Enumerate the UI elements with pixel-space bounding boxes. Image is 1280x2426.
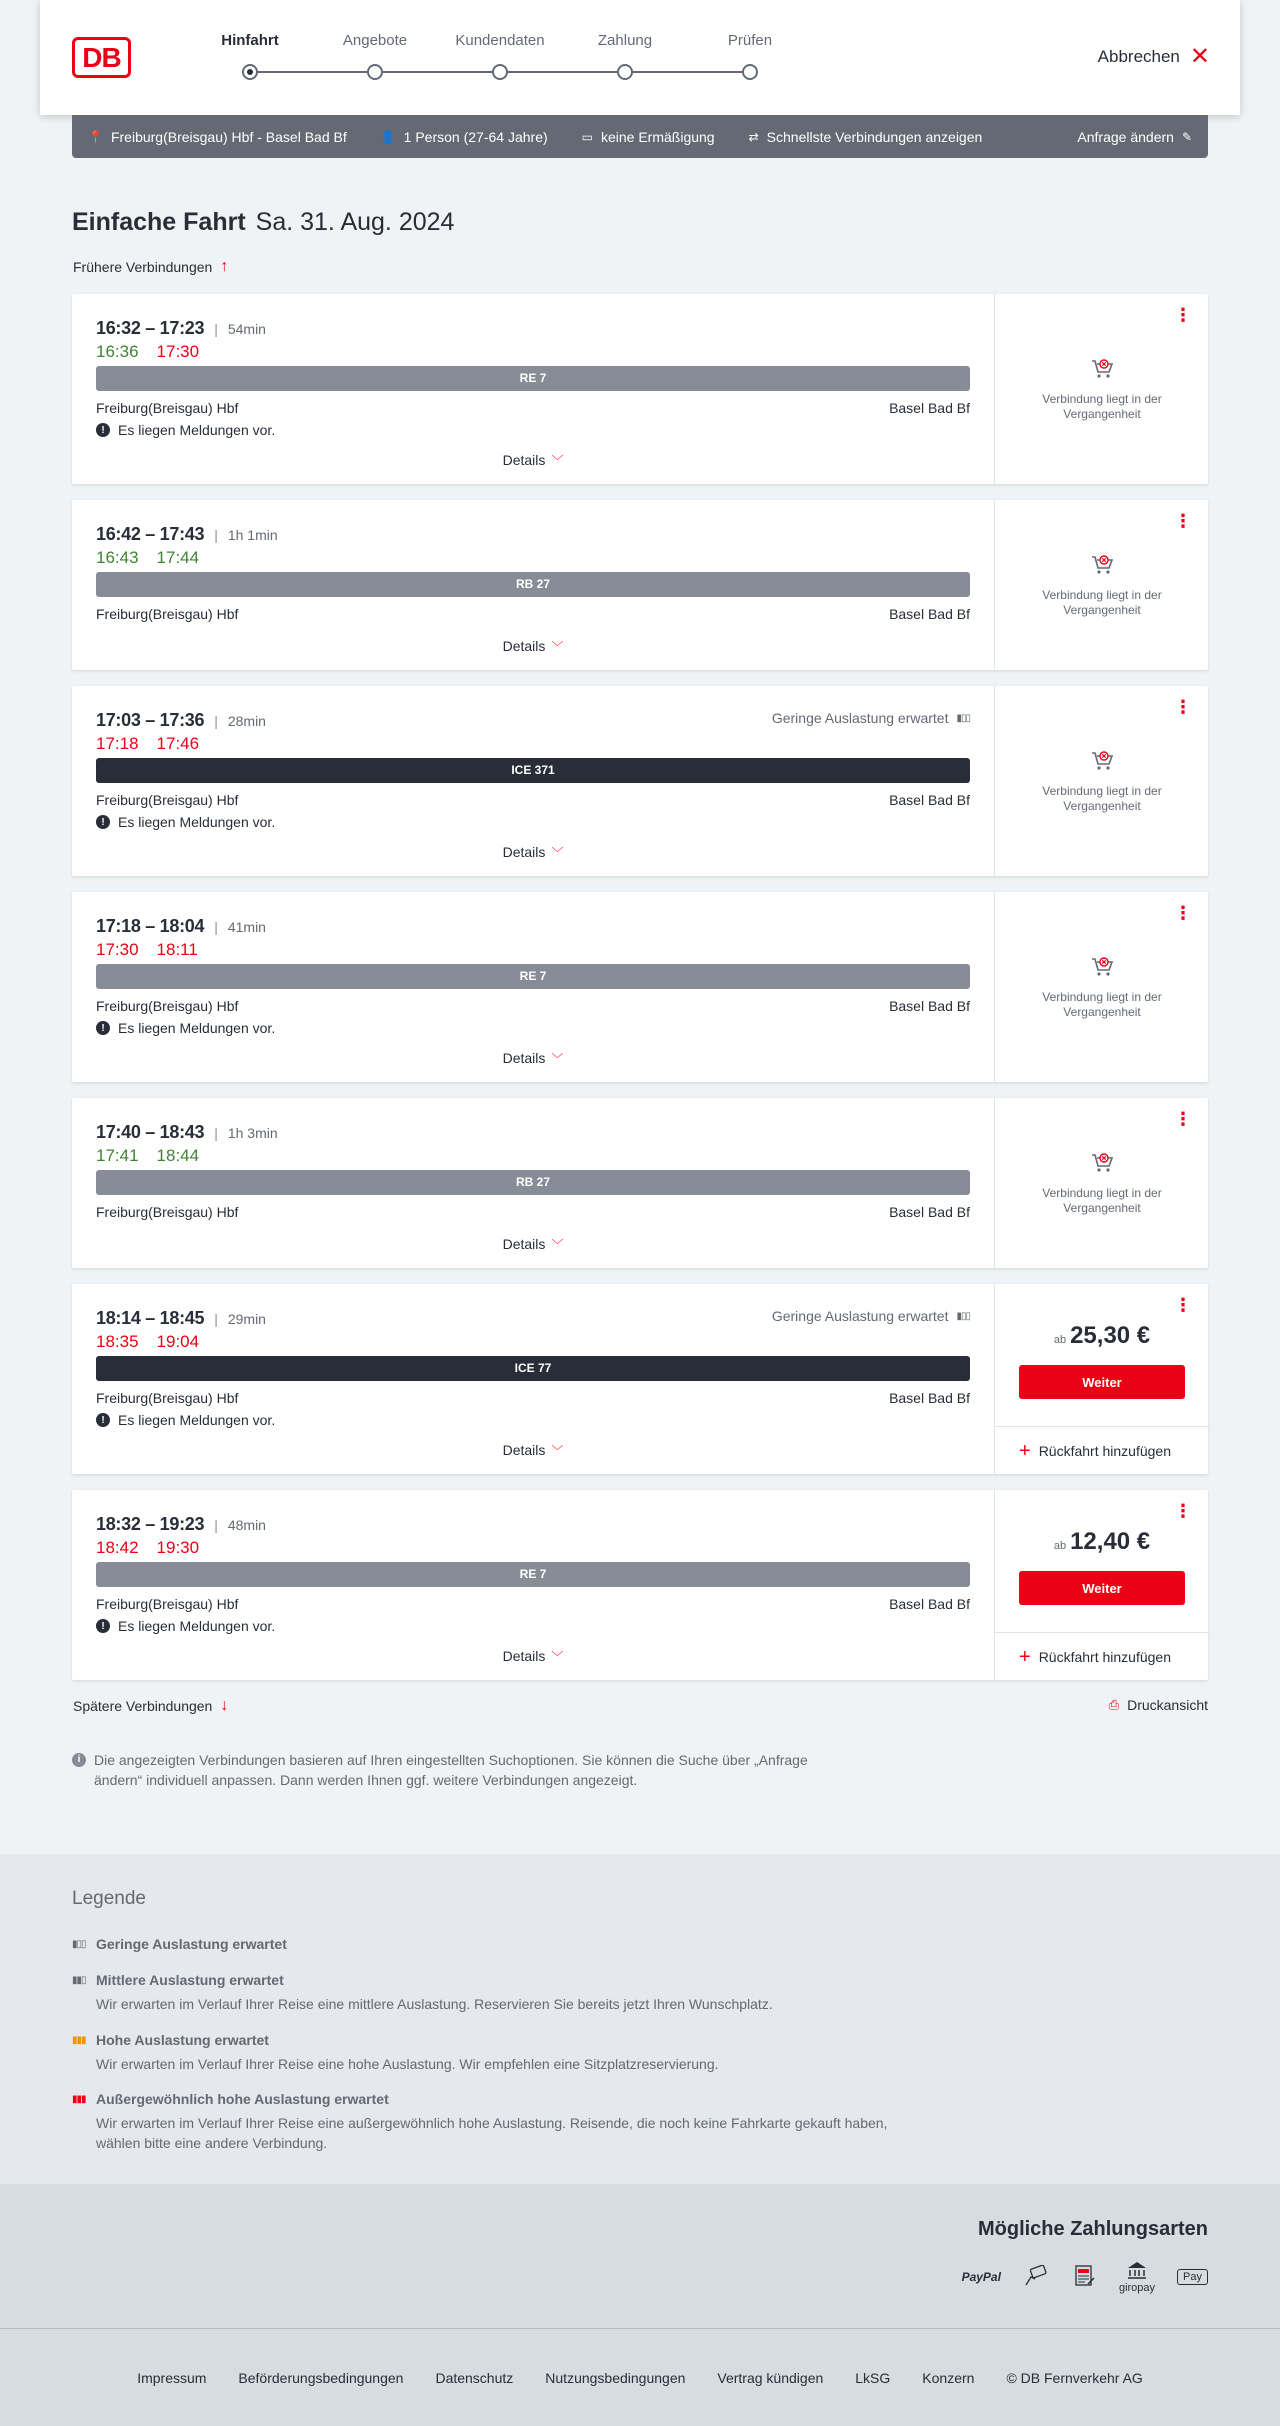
step-dot bbox=[242, 64, 258, 80]
cart-unavailable-icon bbox=[1089, 748, 1115, 774]
details-label: Details bbox=[502, 1442, 546, 1458]
footer-link-nutzungsbedingungen[interactable]: Nutzungsbedingungen bbox=[545, 2369, 686, 2386]
later-label: Spätere Verbindungen bbox=[73, 1698, 213, 1714]
train-bar: RE 7 bbox=[96, 964, 970, 989]
location-pin-icon: 📍 bbox=[88, 129, 103, 144]
more-options-icon[interactable]: ⋮ bbox=[1174, 903, 1192, 923]
connection-side bbox=[994, 892, 1208, 1082]
more-options-icon[interactable]: ⋮ bbox=[1174, 1109, 1192, 1129]
legend-item-title: Mittlere Auslastung erwartet bbox=[96, 1972, 284, 1988]
legend-item-title: Außergewöhnlich hohe Auslastung erwartet bbox=[96, 2091, 389, 2107]
credit-card-icon bbox=[1023, 2265, 1049, 2290]
connection-side bbox=[994, 500, 1208, 670]
step-dot bbox=[492, 64, 508, 80]
price bbox=[995, 1528, 1209, 1556]
earlier-connections-link[interactable] bbox=[73, 258, 228, 276]
step-dot bbox=[742, 64, 758, 80]
connection-side bbox=[994, 1284, 1208, 1474]
past-text: Verbindung liegt in der Vergangenheit bbox=[1042, 784, 1162, 813]
bank-icon bbox=[1124, 2260, 1150, 2280]
train-bar: ICE 77 bbox=[96, 1356, 970, 1381]
close-icon: ✕ bbox=[1189, 43, 1210, 70]
arrow-up-icon: ↑ bbox=[220, 258, 229, 275]
realtime-arrival: 17:30 bbox=[156, 342, 200, 361]
train-bar: RB 27 bbox=[96, 1170, 970, 1195]
details-label: Details bbox=[502, 1236, 546, 1252]
stations bbox=[96, 606, 970, 622]
departure-station: Freiburg(Breisgau) Hbf bbox=[96, 998, 239, 1014]
details-label: Details bbox=[502, 844, 546, 860]
summary-discount bbox=[582, 129, 715, 145]
separator: | bbox=[214, 919, 218, 935]
legend-item-medium bbox=[72, 1972, 892, 2014]
discount-text: keine Ermäßigung bbox=[600, 128, 715, 145]
realtime-departure: 17:30 bbox=[96, 940, 139, 959]
duration: 41min bbox=[227, 919, 266, 935]
page-title bbox=[72, 208, 454, 237]
person-icon: 👤 bbox=[380, 129, 396, 144]
payment-icons bbox=[962, 2260, 1208, 2294]
realtime-arrival: 17:44 bbox=[156, 548, 200, 567]
chevron-down-icon: ﹀ bbox=[551, 640, 564, 654]
footer-copyright[interactable]: © DB Fernverkehr AG bbox=[1006, 2369, 1143, 2386]
chevron-down-icon: ﹀ bbox=[551, 846, 564, 860]
past-text: Verbindung liegt in der Vergangenheit bbox=[1042, 588, 1162, 617]
details-label: Details bbox=[502, 638, 546, 654]
legend-item-desc: Wir erwarten im Verlauf Ihrer Reise eine außergewöhnlich hohe Auslastung. Reisende, die noch keine Fahrkarte gekauft haben, wählen bitte eine andere Verbindung. bbox=[96, 2115, 888, 2151]
step-zahlung bbox=[570, 32, 680, 80]
chevron-down-icon: ﹀ bbox=[551, 454, 564, 468]
departure-station: Freiburg(Breisgau) Hbf bbox=[96, 400, 239, 416]
exclamation-icon: ! bbox=[96, 815, 110, 829]
planned-times: 17:40 – 18:43 bbox=[96, 1122, 205, 1142]
details-toggle[interactable] bbox=[72, 452, 994, 469]
connection-main bbox=[72, 294, 994, 484]
duration: 28min bbox=[227, 713, 266, 729]
exclamation-icon: ! bbox=[96, 1021, 110, 1035]
change-request-button[interactable] bbox=[1077, 129, 1192, 145]
notice bbox=[96, 1020, 275, 1036]
past-connection bbox=[995, 954, 1209, 1020]
legend-item-desc: Wir erwarten im Verlauf Ihrer Reise eine hohe Auslastung. Wir empfehlen eine Sitzplatzreservierung. bbox=[96, 2056, 719, 2072]
info-hint bbox=[72, 1750, 852, 1790]
details-toggle[interactable] bbox=[72, 638, 994, 655]
cart-unavailable-icon bbox=[1089, 356, 1115, 382]
paypal-icon: PayPal bbox=[961, 2270, 1001, 2284]
realtime-arrival: 18:11 bbox=[156, 940, 198, 959]
legend bbox=[0, 1854, 1280, 2184]
plus-icon: + bbox=[1019, 1645, 1031, 1668]
train-bar: RB 27 bbox=[96, 572, 970, 597]
departure-station: Freiburg(Breisgau) Hbf bbox=[96, 1204, 239, 1220]
realtime bbox=[96, 734, 217, 754]
duration: 29min bbox=[227, 1311, 266, 1327]
past-connection bbox=[995, 552, 1209, 618]
travellers-text: 1 Person (27-64 Jahre) bbox=[403, 128, 548, 145]
summary-route bbox=[88, 129, 347, 145]
notice-text: Es liegen Meldungen vor. bbox=[118, 1020, 276, 1036]
separator: | bbox=[214, 321, 218, 337]
giropay-icon bbox=[1119, 2260, 1155, 2294]
price-prefix: ab bbox=[1053, 1334, 1067, 1346]
step-hinfahrt bbox=[195, 32, 305, 80]
price-amount: 12,40 € bbox=[1070, 1528, 1151, 1555]
notice-text: Es liegen Meldungen vor. bbox=[118, 1412, 276, 1428]
more-options-icon[interactable]: ⋮ bbox=[1174, 1501, 1192, 1521]
arrival-station: Basel Bad Bf bbox=[889, 1204, 970, 1220]
connection-side bbox=[994, 686, 1208, 876]
step-dot bbox=[617, 64, 633, 80]
realtime bbox=[96, 1538, 217, 1558]
details-toggle[interactable] bbox=[72, 1442, 994, 1459]
payment-methods bbox=[0, 2184, 1280, 2329]
route-text: Freiburg(Breisgau) Hbf - Basel Bad Bf bbox=[110, 128, 347, 145]
details-toggle[interactable] bbox=[72, 844, 994, 861]
past-text: Verbindung liegt in der Vergangenheit bbox=[1042, 392, 1162, 421]
connection-times bbox=[96, 524, 278, 545]
departure-station: Freiburg(Breisgau) Hbf bbox=[96, 1596, 239, 1612]
footer bbox=[0, 2329, 1280, 2426]
connection-card bbox=[72, 1490, 1208, 1680]
details-toggle[interactable] bbox=[72, 1050, 994, 1067]
connection-card bbox=[72, 1284, 1208, 1474]
train-bar: RE 7 bbox=[96, 366, 970, 391]
legend-item-high bbox=[72, 2032, 892, 2074]
low-load-icon: ▮▯▯ bbox=[956, 712, 970, 724]
chevron-down-icon: ﹀ bbox=[551, 1238, 564, 1252]
stations bbox=[96, 998, 970, 1014]
details-label: Details bbox=[502, 452, 546, 468]
price-prefix: ab bbox=[1053, 1540, 1067, 1552]
connection-main bbox=[72, 1284, 994, 1474]
legend-item-desc: Wir erwarten im Verlauf Ihrer Reise eine mittlere Auslastung. Reservieren Sie bereits jetzt Ihren Wunschplatz. bbox=[96, 1996, 773, 2012]
later-connections-link[interactable] bbox=[73, 1697, 228, 1715]
notice bbox=[96, 1618, 275, 1634]
footer-link-befoerderungsbedingungen[interactable]: Beförderungsbedingungen bbox=[238, 2369, 404, 2386]
search-summary bbox=[72, 115, 1208, 158]
realtime-arrival: 19:04 bbox=[156, 1332, 200, 1351]
step-label: Zahlung bbox=[597, 32, 653, 49]
load-text: Geringe Auslastung erwartet bbox=[771, 1308, 949, 1324]
info-icon: i bbox=[72, 1753, 86, 1767]
realtime-departure: 16:36 bbox=[96, 342, 139, 361]
more-options-icon[interactable]: ⋮ bbox=[1174, 697, 1192, 717]
load-indicator bbox=[772, 710, 970, 726]
duration: 54min bbox=[227, 321, 266, 337]
duration: 1h 3min bbox=[227, 1125, 278, 1141]
separator: | bbox=[214, 1517, 218, 1533]
connection-card bbox=[72, 500, 1208, 670]
low-load-icon: ▮▯▯ bbox=[956, 1310, 970, 1322]
summary-option bbox=[749, 129, 983, 145]
connection-card bbox=[72, 1098, 1208, 1268]
payment-title: Mögliche Zahlungsarten bbox=[977, 2218, 1208, 2240]
header bbox=[40, 0, 1240, 115]
connection-main bbox=[72, 1098, 994, 1268]
train-bar: RE 7 bbox=[96, 1562, 970, 1587]
notice bbox=[96, 422, 275, 438]
notice-text: Es liegen Meldungen vor. bbox=[118, 1618, 276, 1634]
arrival-station: Basel Bad Bf bbox=[889, 1596, 970, 1612]
step-pruefen bbox=[695, 32, 805, 80]
trip-type: Einfache Fahrt bbox=[72, 208, 246, 236]
price-amount: 25,30 € bbox=[1070, 1322, 1151, 1349]
planned-times: 17:03 – 17:36 bbox=[96, 710, 205, 730]
step-angebote bbox=[320, 32, 430, 80]
realtime-departure: 16:43 bbox=[96, 548, 139, 567]
step-label: Angebote bbox=[342, 32, 408, 49]
medium-load-icon: ▮▮▯ bbox=[72, 1974, 86, 1986]
separator: | bbox=[214, 1311, 218, 1327]
past-text: Verbindung liegt in der Vergangenheit bbox=[1042, 1186, 1162, 1215]
arrival-station: Basel Bad Bf bbox=[889, 792, 970, 808]
realtime bbox=[96, 1146, 217, 1166]
connection-card bbox=[72, 686, 1208, 876]
card-tap-icon bbox=[1023, 2265, 1049, 2287]
footer-link-impressum[interactable]: Impressum bbox=[137, 2369, 207, 2386]
sepa-invoice-icon bbox=[1071, 2264, 1097, 2291]
chevron-down-icon: ﹀ bbox=[551, 1650, 564, 1664]
option-text: Schnellste Verbindungen anzeigen bbox=[766, 128, 983, 145]
arrival-station: Basel Bad Bf bbox=[889, 998, 970, 1014]
planned-times: 18:14 – 18:45 bbox=[96, 1308, 205, 1328]
stations bbox=[96, 400, 970, 416]
print-label: Druckansicht bbox=[1127, 1697, 1208, 1713]
planned-times: 17:18 – 18:04 bbox=[96, 916, 205, 936]
pencil-icon: ✎ bbox=[1181, 129, 1192, 144]
connection-times bbox=[96, 1514, 266, 1535]
connection-card bbox=[72, 294, 1208, 484]
separator: | bbox=[214, 713, 218, 729]
realtime-arrival: 17:46 bbox=[156, 734, 200, 753]
notice-text: Es liegen Meldungen vor. bbox=[118, 422, 276, 438]
add-return-button[interactable] bbox=[995, 1632, 1209, 1680]
details-toggle[interactable] bbox=[72, 1236, 994, 1253]
exclamation-icon: ! bbox=[96, 423, 110, 437]
realtime-arrival: 19:30 bbox=[156, 1538, 200, 1557]
departure-station: Freiburg(Breisgau) Hbf bbox=[96, 1390, 239, 1406]
load-text: Geringe Auslastung erwartet bbox=[771, 710, 949, 726]
sepa-document-icon bbox=[1071, 2264, 1097, 2288]
details-toggle[interactable] bbox=[72, 1648, 994, 1665]
plus-icon: + bbox=[1019, 1439, 1031, 1462]
legend-item-title: Geringe Auslastung erwartet bbox=[96, 1936, 287, 1952]
print-view-link[interactable] bbox=[1109, 1697, 1208, 1713]
realtime-departure: 18:35 bbox=[96, 1332, 139, 1351]
exclamation-icon: ! bbox=[96, 1413, 110, 1427]
add-return-label: Rückfahrt hinzufügen bbox=[1038, 1442, 1171, 1459]
arrival-station: Basel Bad Bf bbox=[889, 400, 970, 416]
notice bbox=[96, 1412, 275, 1428]
chevron-down-icon: ﹀ bbox=[551, 1052, 564, 1066]
footer-link-datenschutz[interactable]: Datenschutz bbox=[435, 2369, 514, 2386]
apple-pay-icon bbox=[1177, 2269, 1208, 2285]
more-options-icon[interactable]: ⋮ bbox=[1174, 305, 1192, 325]
bahncard-icon: ▭ bbox=[581, 129, 593, 144]
separator: | bbox=[214, 1125, 218, 1141]
duration: 48min bbox=[227, 1517, 266, 1533]
db-logo[interactable]: DB bbox=[72, 37, 131, 78]
legend-item-low bbox=[72, 1936, 892, 1952]
past-connection bbox=[995, 748, 1209, 814]
load-indicator bbox=[772, 1308, 970, 1324]
realtime-departure: 18:42 bbox=[96, 1538, 139, 1557]
high-load-icon: ▮▮▮ bbox=[72, 2034, 86, 2046]
exclamation-icon: ! bbox=[96, 1619, 110, 1633]
arrow-down-icon: ↓ bbox=[220, 1697, 229, 1714]
realtime bbox=[96, 940, 216, 960]
very-high-load-icon: ▮▮▮ bbox=[72, 2093, 86, 2105]
notice-text: Es liegen Meldungen vor. bbox=[118, 814, 276, 830]
connection-main bbox=[72, 1490, 994, 1680]
footer-link-konzern[interactable]: Konzern bbox=[922, 2369, 975, 2386]
separator: | bbox=[214, 527, 218, 543]
past-connection bbox=[995, 356, 1209, 422]
past-text: Verbindung liegt in der Vergangenheit bbox=[1042, 990, 1162, 1019]
cancel-button[interactable] bbox=[1098, 45, 1210, 69]
swap-arrows-icon: ⇄ bbox=[748, 129, 759, 144]
change-request-label: Anfrage ändern bbox=[1077, 128, 1174, 145]
stations bbox=[96, 1390, 970, 1406]
giropay-label: giropay bbox=[1118, 2282, 1156, 2294]
planned-times: 16:42 – 17:43 bbox=[96, 524, 205, 544]
connection-times bbox=[96, 318, 266, 339]
planned-times: 18:32 – 19:23 bbox=[96, 1514, 205, 1534]
departure-station: Freiburg(Breisgau) Hbf bbox=[96, 606, 239, 622]
realtime bbox=[96, 548, 217, 568]
connection-main bbox=[72, 892, 994, 1082]
step-label: Kundendaten bbox=[455, 32, 545, 49]
footer-link-vertrag-kuendigen[interactable]: Vertrag kündigen bbox=[717, 2369, 824, 2386]
stations bbox=[96, 792, 970, 808]
arrival-station: Basel Bad Bf bbox=[889, 1390, 970, 1406]
connection-card bbox=[72, 892, 1208, 1082]
planned-times: 16:32 – 17:23 bbox=[96, 318, 205, 338]
legend-item-title: Hohe Auslastung erwartet bbox=[96, 2032, 269, 2048]
connection-side bbox=[994, 1098, 1208, 1268]
legend-title: Legende bbox=[72, 1888, 146, 1909]
footer-link-lksg[interactable]: LkSG bbox=[855, 2369, 891, 2386]
printer-icon: ⎙ bbox=[1108, 1697, 1120, 1712]
trip-date: Sa. 31. Aug. 2024 bbox=[255, 208, 455, 236]
summary-travellers bbox=[381, 129, 548, 145]
realtime bbox=[96, 1332, 217, 1352]
connection-times bbox=[96, 1308, 266, 1329]
connection-times bbox=[96, 1122, 278, 1143]
connection-side bbox=[994, 1490, 1208, 1680]
notice bbox=[96, 814, 275, 830]
connection-main bbox=[72, 500, 994, 670]
step-label: Hinfahrt bbox=[221, 32, 279, 49]
arrival-station: Basel Bad Bf bbox=[889, 606, 970, 622]
cart-unavailable-icon bbox=[1089, 552, 1115, 578]
realtime-departure: 17:18 bbox=[96, 734, 139, 753]
step-label: Prüfen bbox=[727, 32, 773, 49]
stations bbox=[96, 1596, 970, 1612]
connection-side bbox=[994, 294, 1208, 484]
connection-main bbox=[72, 686, 994, 876]
details-label: Details bbox=[502, 1648, 546, 1664]
add-return-button[interactable] bbox=[995, 1426, 1209, 1474]
weiter-button[interactable]: Weiter bbox=[1019, 1571, 1185, 1605]
cart-unavailable-icon bbox=[1089, 954, 1115, 980]
weiter-button[interactable]: Weiter bbox=[1019, 1365, 1185, 1399]
stations bbox=[96, 1204, 970, 1220]
duration: 1h 1min bbox=[227, 527, 278, 543]
earlier-label: Frühere Verbindungen bbox=[73, 259, 213, 275]
cancel-label: Abbrechen bbox=[1097, 47, 1180, 66]
more-options-icon[interactable]: ⋮ bbox=[1174, 1295, 1192, 1315]
departure-station: Freiburg(Breisgau) Hbf bbox=[96, 792, 239, 808]
more-options-icon[interactable]: ⋮ bbox=[1174, 511, 1192, 531]
booking-stepper bbox=[210, 32, 773, 82]
apple-pay-label: Pay bbox=[1183, 2271, 1202, 2283]
step-kundendaten bbox=[445, 32, 555, 80]
connection-times bbox=[96, 916, 266, 937]
realtime-arrival: 18:44 bbox=[156, 1146, 200, 1165]
legend-item-very-high bbox=[72, 2091, 892, 2153]
add-return-label: Rückfahrt hinzufügen bbox=[1038, 1648, 1171, 1665]
price bbox=[995, 1322, 1209, 1350]
info-text: Die angezeigten Verbindungen basieren auf Ihren eingestellten Suchoptionen. Sie können die Suche über „Anfrage ändern“ individuell anpassen. Dann werden Ihnen ggf. weitere Verbindungen angezeigt. bbox=[94, 1752, 808, 1788]
step-dot bbox=[367, 64, 383, 80]
details-label: Details bbox=[502, 1050, 546, 1066]
chevron-down-icon: ﹀ bbox=[551, 1444, 564, 1458]
realtime-departure: 17:41 bbox=[96, 1146, 139, 1165]
train-bar: ICE 371 bbox=[96, 758, 970, 783]
cart-unavailable-icon bbox=[1089, 1150, 1115, 1176]
past-connection bbox=[995, 1150, 1209, 1216]
low-load-icon: ▮▯▯ bbox=[72, 1938, 86, 1950]
realtime bbox=[96, 342, 217, 362]
connection-times bbox=[96, 710, 266, 731]
